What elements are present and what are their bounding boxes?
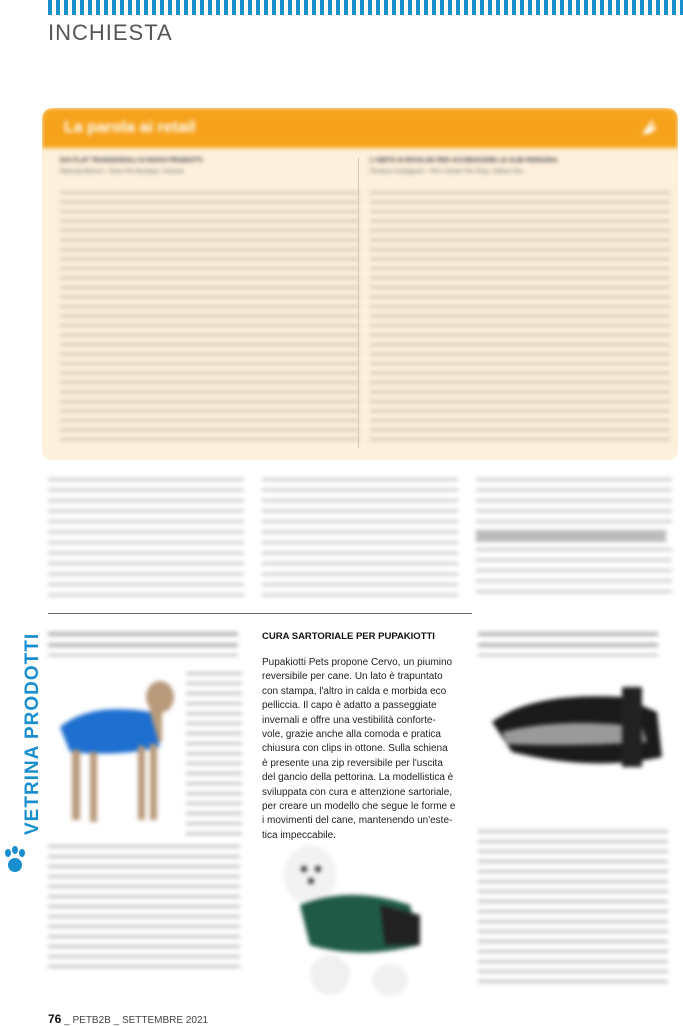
box-left-column — [60, 156, 360, 441]
section-title: INCHIESTA — [48, 20, 173, 45]
text-column-3-heading — [476, 530, 666, 542]
text-column-2 — [262, 478, 458, 598]
footer-text: _ PETB2B _ SETTEMBRE 2021 — [64, 1015, 209, 1026]
dog-blue-coat-image — [50, 672, 180, 832]
page-number: 76 — [48, 1012, 62, 1026]
article-title: CURA SARTORIALE PER PUPAKIOTTI — [262, 631, 435, 642]
black-coat-image — [472, 672, 672, 802]
product-3-heading — [478, 632, 658, 656]
product-1-body-text — [48, 845, 240, 975]
text-column-3 — [476, 478, 672, 523]
dog-white-coat-image — [270, 835, 440, 1005]
product-1-side-text — [186, 672, 242, 837]
vetrina-label — [0, 620, 43, 840]
paw-icon — [2, 845, 28, 875]
header-stripes — [48, 0, 683, 15]
box-left-heading: DAI FLAT TRADIZIONALI AI NUOVI PRODOTTI — [60, 157, 203, 164]
box-right-sub: Floriana Castagnaro - Pet's Center Pet Shop, Saltaro Alto — [370, 168, 523, 175]
text-column-1 — [48, 478, 244, 598]
box-right-heading: L'ABITO SI RIVOLGE PER ACCRESCERE LE ALBI PERSONA — [370, 157, 558, 164]
box-header — [42, 108, 678, 148]
hand-icon — [638, 116, 660, 138]
box-right-text — [370, 191, 670, 441]
vetrina-text: VETRINA PRODOTTI — [22, 632, 43, 835]
box-title: La parola ai retail — [64, 119, 196, 136]
text-column-3b — [476, 548, 672, 598]
box-left-sub: Manuela Bertoni - Store Pet Boutique, Genova — [60, 168, 184, 175]
article-text: Pupakiotti Pets propone Cervo, un piumino reversibile per cane. Un lato è trapuntato con stampa, l'altro in calda e morbida eco pelliccia. Il capo è adatto a passeggiate invernali e offre una vestibilità conforte- vole, grazie anche alla comoda e pratica chiusura con clips in ottone. Sulla schiena è presente una zip reversibile per l'uscita del gancio della pettorina. La modellistica è sviluppata con cura e attenzione sartoriale, per creare un modello che segue le forme e i movimenti del cane, mantenendo un'este- tica impeccabile. — [262, 657, 456, 841]
product-1-heading — [48, 632, 238, 656]
section-divider — [48, 613, 472, 614]
box-divider — [358, 158, 359, 448]
box-left-text — [60, 191, 360, 441]
retail-box — [42, 108, 678, 460]
product-3-body-text — [478, 830, 668, 990]
box-right-column — [370, 156, 670, 441]
